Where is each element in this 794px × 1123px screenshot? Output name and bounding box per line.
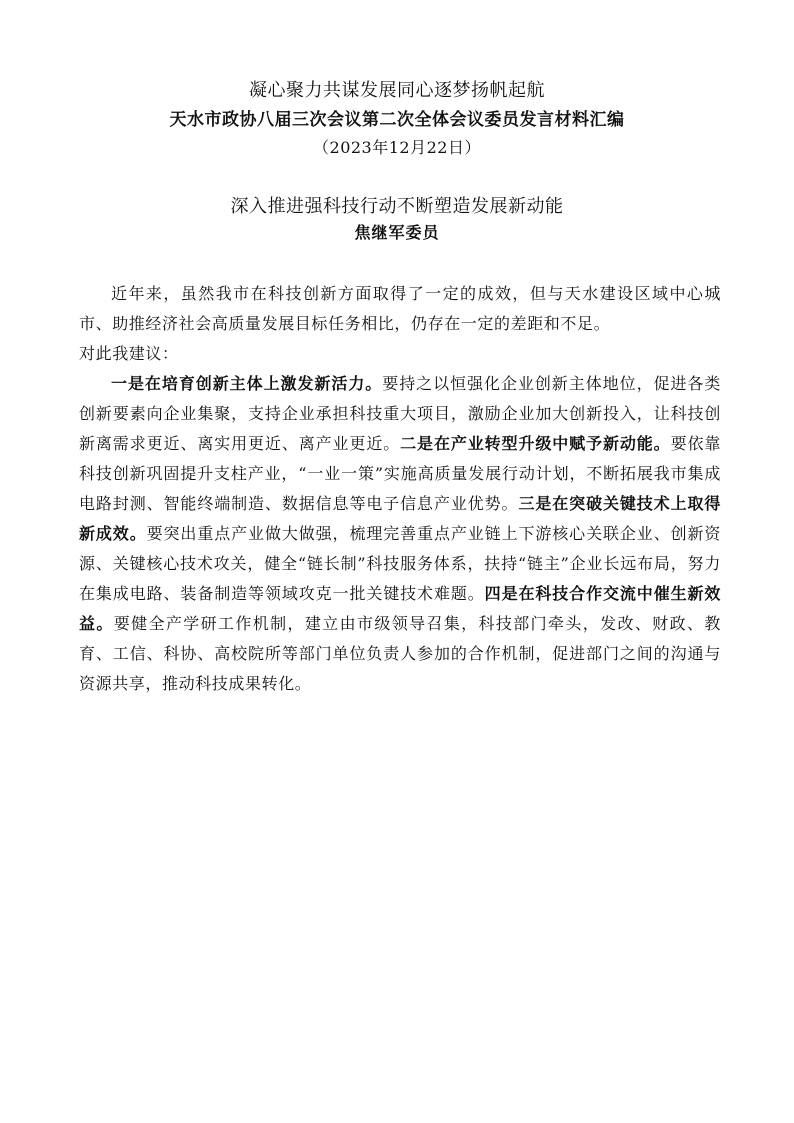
article-author: 焦继军委员 <box>354 223 440 242</box>
point-text: 要突出重点产业做大做强，梳理完善重点产业链上下游核心关联企业、创新资源、关键核心技术攻关，健全“链长制”科技服务体系，扶持“链主”企业长远布局，努力在集成电路、装备制造等领域攻克一批关键技术难题。 <box>79 524 722 603</box>
point-text: 要健全产学研工作机制，建立由市级领导召集，科技部门牵头，发改、财政、教育、工信、科协、高校院所等部门单位负责人参加的合作机制，促进部门之间的沟通与资源共享，推动科技成果转化。 <box>79 614 721 693</box>
article-body <box>79 279 721 699</box>
point-text: 要依靠科技创新巩固提升支柱产业，“一业一策”实施高质量发展行动计划，不断拓展我市集成电路封测、智能终端制造、数据信息等电子信息产业优势。 <box>79 434 721 513</box>
points-paragraph <box>79 369 721 699</box>
collection-date: （2023年12月22日） <box>313 138 481 157</box>
intro-tail-text: 对此我建议： <box>79 344 179 363</box>
intro-text: 近年来，虽然我市在科技创新方面取得了一定的成效，但与天水建设区域中心城市、助推经济社会高质量发展目标任务相比，仍存在一定的差距和不足。 <box>79 284 721 333</box>
point-heading: 三是在突破关键技术上取得新成效。 <box>79 494 721 543</box>
collection-title: 凝心聚力共谋发展同心逐梦扬帆起航 <box>249 80 545 101</box>
collection-subtitle: 天水市政协八届三次会议第二次全体会议委员发言材料汇编 <box>169 110 625 130</box>
point-heading: 四是在科技合作交流中催生新效益。 <box>79 584 722 633</box>
intro-paragraph <box>79 279 721 339</box>
article-title: 深入推进强科技行动不断塑造发展新动能 <box>230 196 564 217</box>
point-heading: 一是在培育创新主体上激发新活力。 <box>111 374 383 393</box>
intro-tail-paragraph <box>79 339 721 369</box>
point-text: 要持之以恒强化企业创新主体地位，促进各类创新要素向企业集聚，支持企业承担科技重大项目，激励企业加大创新投入，让科技创新离需求更近、离实用更近、离产业更近。 <box>79 374 721 453</box>
point-heading: 二是在产业转型升级中赋予新动能。 <box>400 434 671 453</box>
